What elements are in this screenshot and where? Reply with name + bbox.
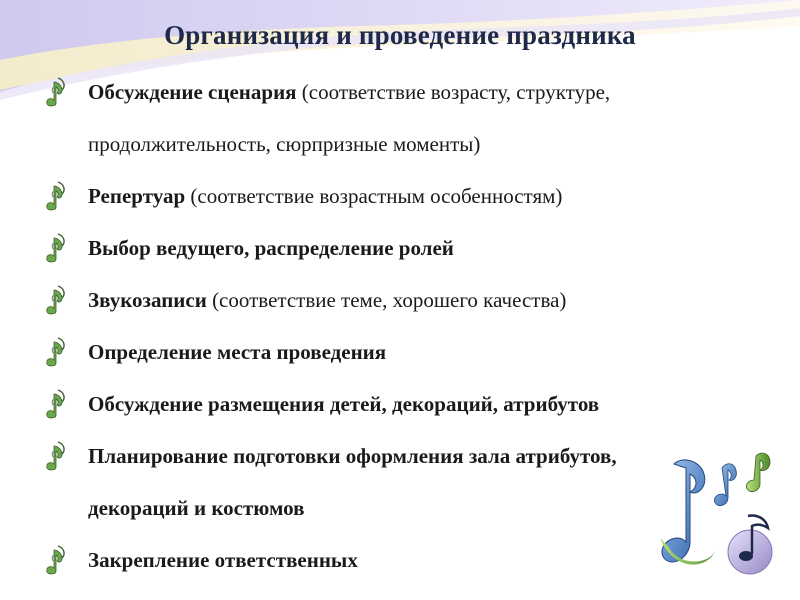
list-item-continuation: [42, 118, 762, 170]
music-note-icon: [42, 232, 70, 268]
item-normal-text: продолжительность, сюрпризные моменты): [88, 132, 481, 156]
music-note-icon: [42, 544, 70, 580]
list-item: [42, 378, 762, 430]
item-normal-text: (соответствие возрастным особенностям): [185, 184, 563, 208]
slide-title: Организация и проведение праздника: [164, 20, 636, 50]
list-item: [42, 66, 762, 118]
item-bold-text: Обсуждение размещения детей, декораций, атрибутов: [88, 392, 600, 416]
item-bold-text: декораций и костюмов: [88, 496, 305, 520]
list-item: [42, 222, 762, 274]
music-note-icon: [42, 180, 70, 216]
list-item: [42, 274, 762, 326]
item-bold-text: Закрепление ответственных: [88, 548, 358, 572]
item-bold-text: Определение места проведения: [88, 340, 387, 364]
item-bold-text: Планирование подготовки оформления зала атрибутов,: [88, 444, 617, 468]
item-bold-text: Выбор ведущего, распределение ролей: [88, 236, 454, 260]
item-bold-text: Обсуждение сценария: [88, 80, 297, 104]
list-item: [42, 170, 762, 222]
music-notes-icon: [652, 442, 790, 582]
music-note-icon: [42, 76, 70, 112]
music-note-icon: [42, 440, 70, 476]
item-normal-text: (соответствие возрасту, структуре,: [296, 80, 611, 104]
music-note-icon: [42, 284, 70, 320]
music-note-icon: [42, 388, 70, 424]
list-item: [42, 326, 762, 378]
music-note-icon: [42, 336, 70, 372]
item-bold-text: Репертуар: [88, 184, 186, 208]
item-bold-text: Звукозаписи: [88, 288, 207, 312]
item-normal-text: (соответствие теме, хорошего качества): [206, 288, 567, 312]
